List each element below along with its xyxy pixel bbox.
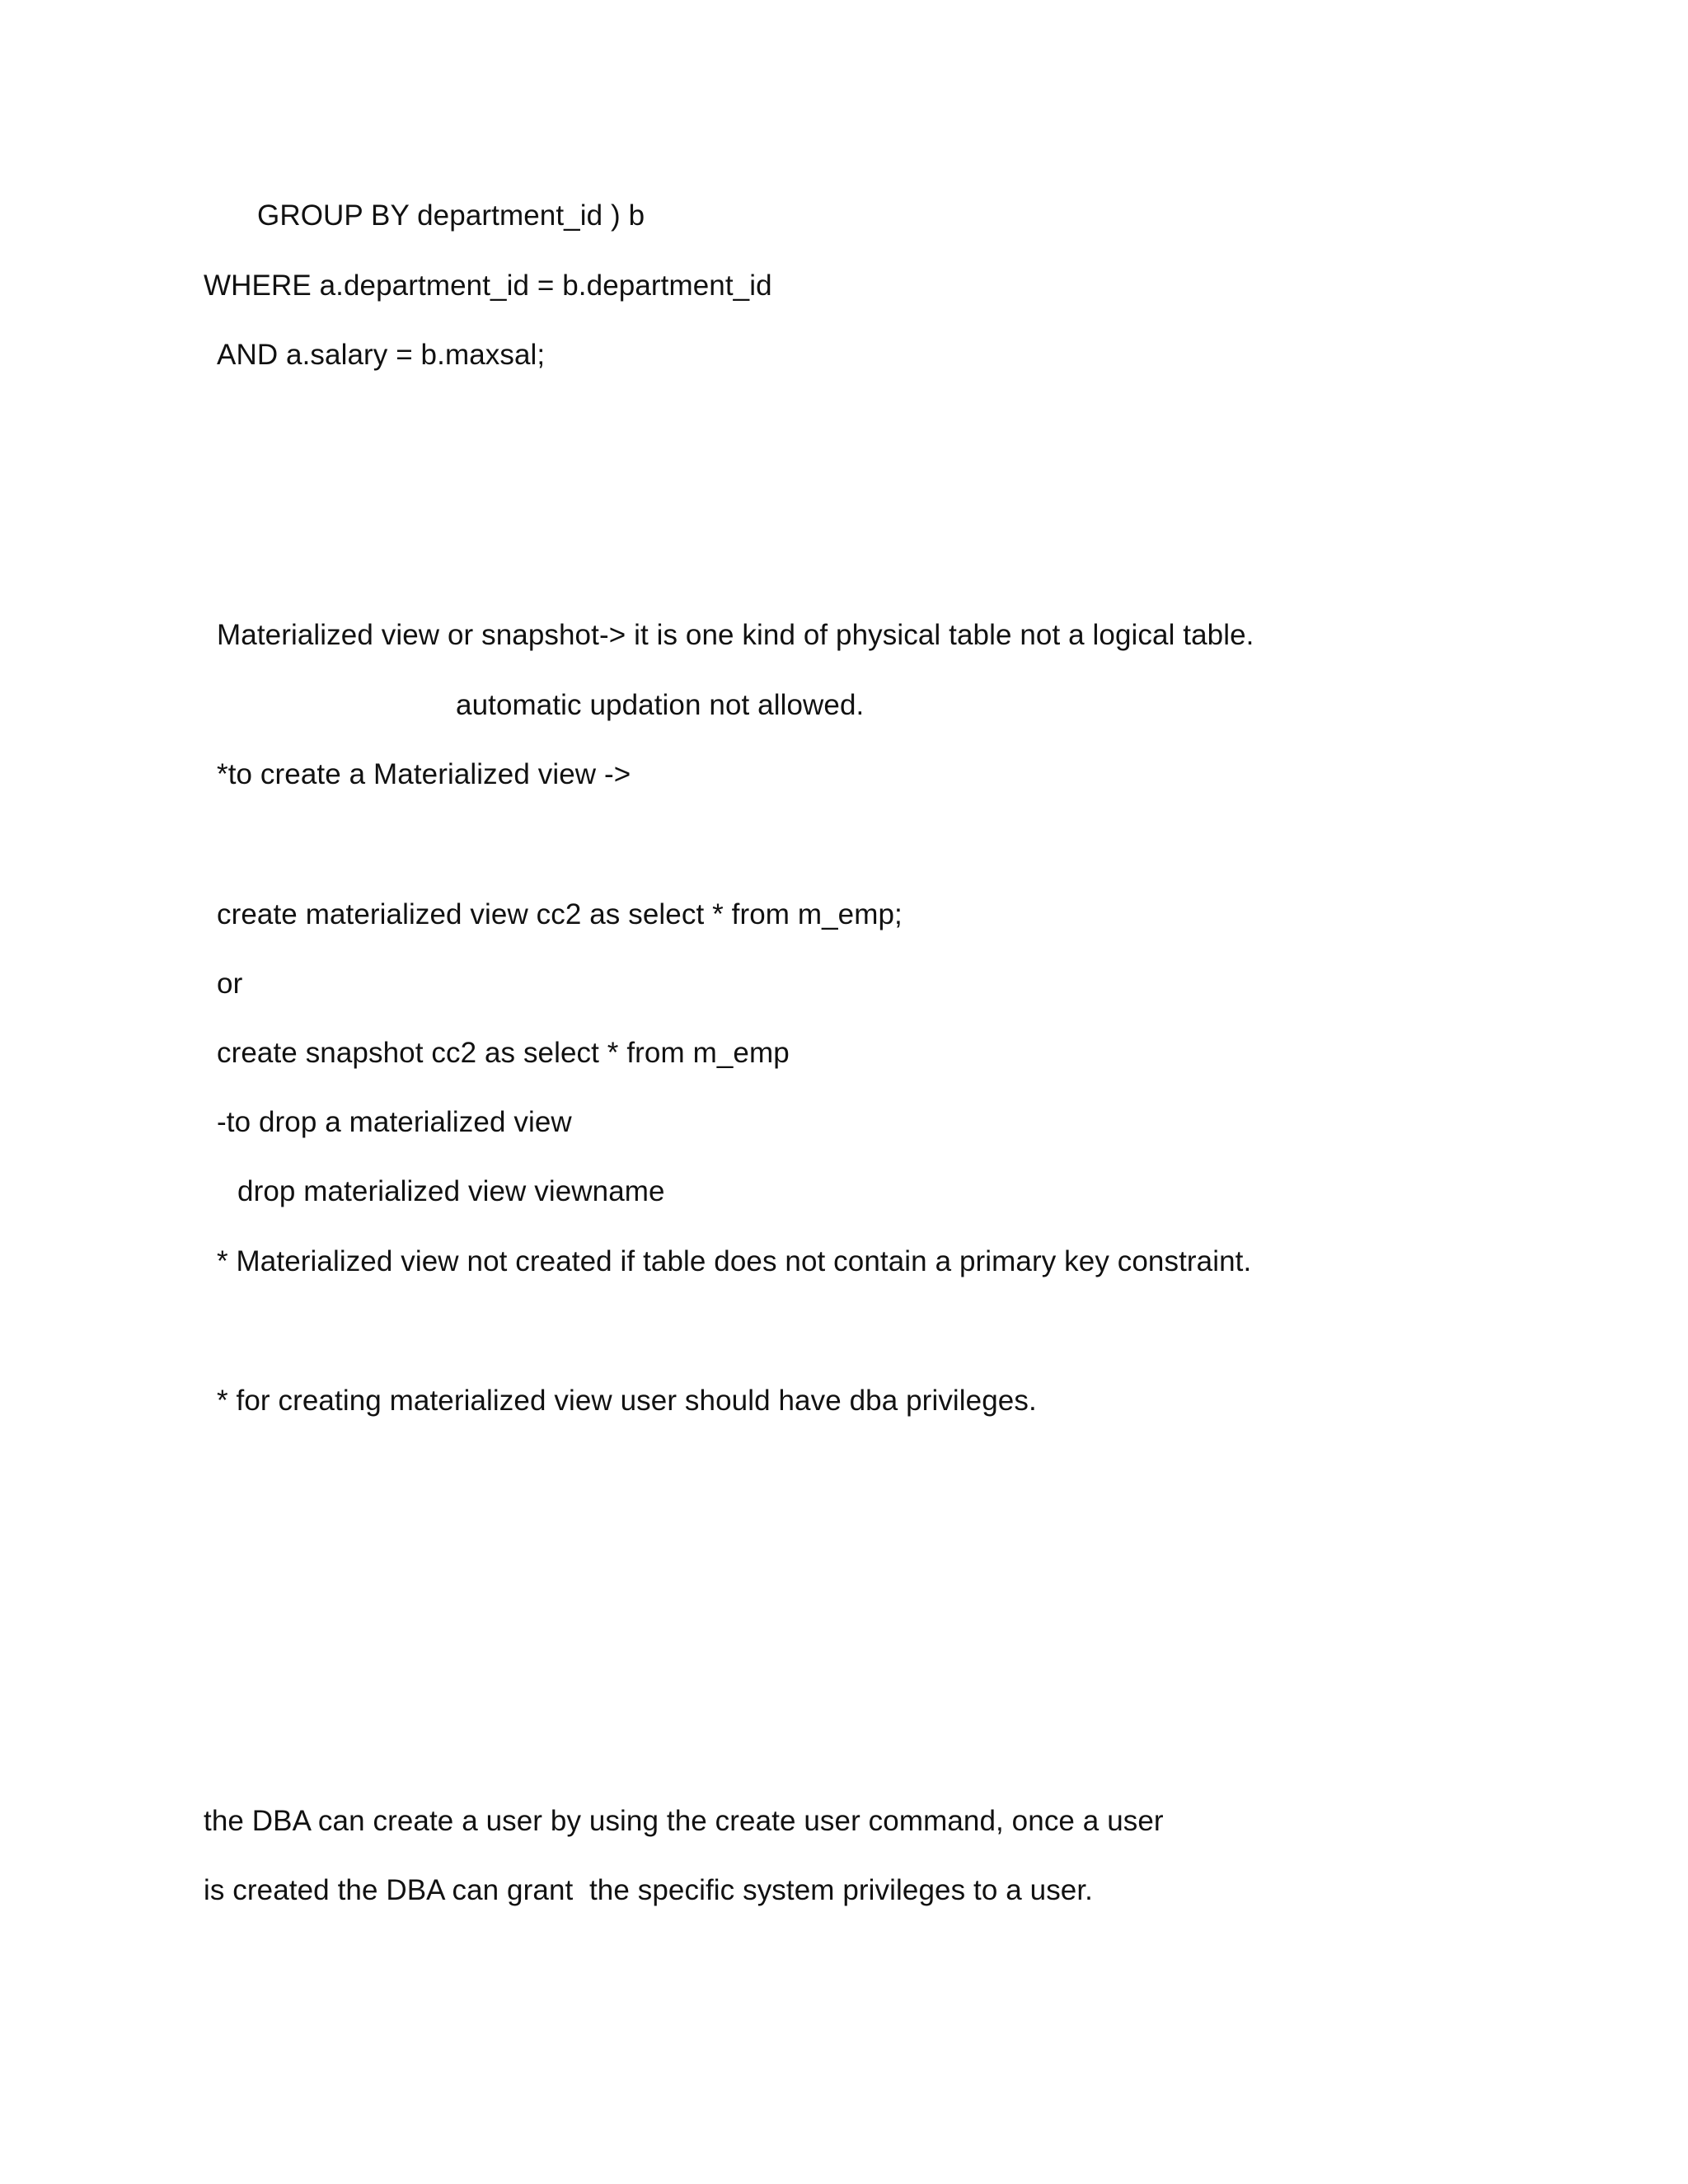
text-line-create-materialized: create materialized view cc2 as select * from m_emp; <box>217 898 903 930</box>
text-line-where: WHERE a.department_id = b.department_id <box>204 269 772 302</box>
text-line-to-create: *to create a Materialized view -> <box>217 758 631 790</box>
text-line-dba-privileges-note: * for creating materialized view user should have dba privileges. <box>217 1385 1037 1417</box>
text-line-drop-view: drop materialized view viewname <box>237 1175 665 1207</box>
text-line-or: or <box>217 968 243 1000</box>
text-line-materialized-definition: Materialized view or snapshot-> it is one kind of physical table not a logical table. <box>217 619 1254 651</box>
text-line-automatic-updation: automatic updation not allowed. <box>456 689 865 721</box>
text-line-create-snapshot: create snapshot cc2 as select * from m_emp <box>217 1037 790 1069</box>
text-line-group-by: GROUP BY department_id ) b <box>257 199 645 232</box>
text-line-to-drop: -to drop a materialized view <box>217 1106 572 1138</box>
text-line-dba-create-user: the DBA can create a user by using the create user command, once a user <box>204 1805 1164 1837</box>
text-line-dba-grant: is created the DBA can grant the specific system privileges to a user. <box>204 1874 1094 1906</box>
text-line-primary-key-note: * Materialized view not created if table does not contain a primary key constraint. <box>217 1245 1252 1277</box>
text-line-and: AND a.salary = b.maxsal; <box>217 339 546 371</box>
